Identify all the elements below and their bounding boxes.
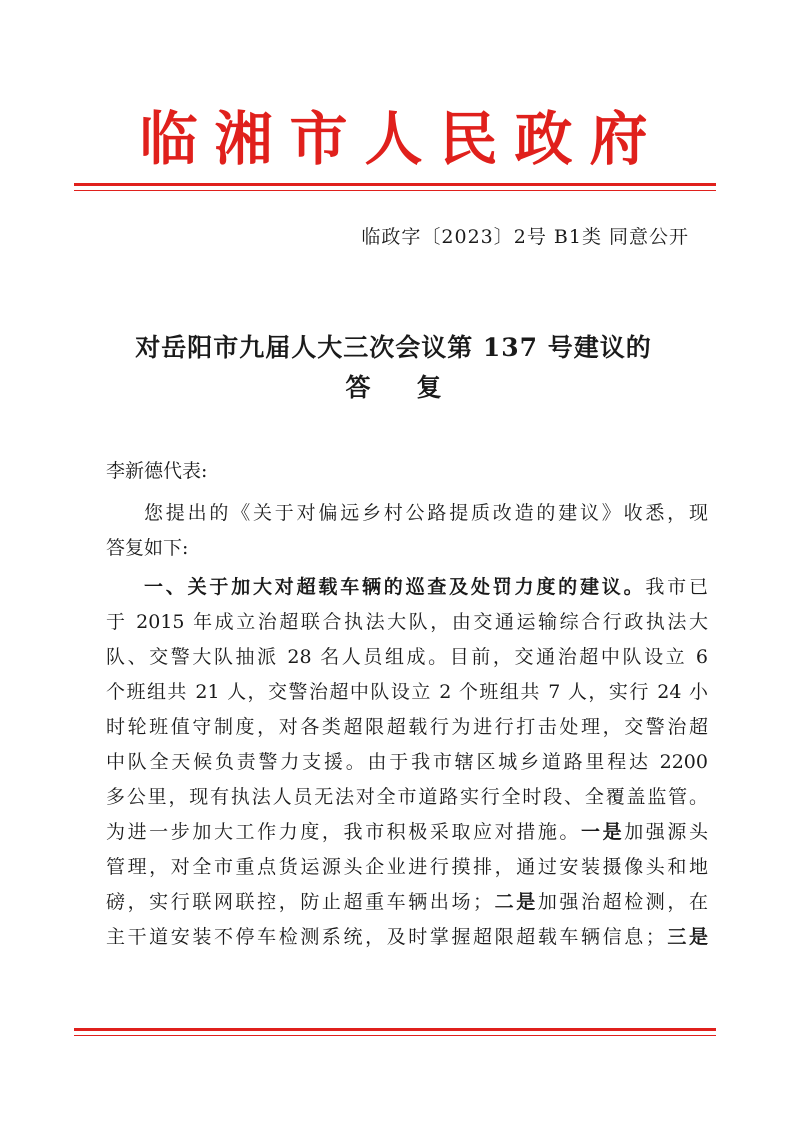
footer-thin-rule [74,1035,716,1036]
line10-post: 加强治超检测，在 [537,891,708,913]
section-one-line7: 多公里，现有执法人员无法对全市道路实行全时段、全覆盖监管。 [106,786,708,808]
measure-three-label: 三是 [664,926,708,948]
issuer-header-title: 临湘市人民政府 [139,105,665,173]
header-thin-rule [74,190,716,191]
section-one-line11 [106,920,708,955]
footer-thick-rule [74,1028,716,1031]
measure-one-label: 一是 [581,821,625,843]
section-one-line8 [106,815,708,850]
section-one-heading: 一、关于加大对超载车辆的巡查及处罚力度的建议。 [144,576,646,598]
line8-post: 加强源头 [624,821,708,843]
line11-pre: 主干道安装不停车检测系统，及时掌握超限超载车辆信息； [106,926,665,948]
header-thick-rule [74,183,716,186]
paragraph-intro-line1: 您提出的《关于对偏远乡村公路提质改造的建议》收悉，现 [144,502,708,524]
section-one-line1 [106,570,708,605]
line10-pre: 磅，实行联网联控，防止超重车辆出场； [106,891,493,913]
paragraph-intro [106,496,708,566]
paragraph-section-one [106,570,708,955]
line8-pre: 为进一步加大工作力度，我市积极采取应对措施。 [106,821,582,843]
salutation: 李新德代表: [106,460,208,482]
document-number: 临政字〔2023〕2号 B1类 同意公开 [361,226,689,248]
section-one-line6: 中队全天候负责警力支援。由于我市辖区城乡道路里程达 2200 [106,751,708,773]
section-one-line1-tail: 我市已 [645,576,708,598]
document-title-line2: 答复 [345,373,488,402]
section-one-line4: 个班组共 21 人，交警治超中队设立 2 个班组共 7 人，实行 24 小 [106,681,708,703]
section-one-line5: 时轮班值守制度，对各类超限超载行为进行打击处理，交警治超 [106,716,708,738]
paragraph-intro-line2: 答复如下: [106,537,189,559]
section-one-line3: 队、交警大队抽派 28 名人员组成。目前，交通治超中队设立 6 [106,646,708,668]
section-one-line9: 管理，对全市重点货运源头企业进行摸排，通过安装摄像头和地 [106,856,708,878]
section-one-line10 [106,885,708,920]
section-one-line2: 于 2015 年成立治超联合执法大队，由交通运输综合行政执法大 [106,611,708,633]
document-title-line1: 对岳阳市九届人大三次会议第 137 号建议的 [135,333,652,362]
measure-two-label: 二是 [492,891,538,913]
